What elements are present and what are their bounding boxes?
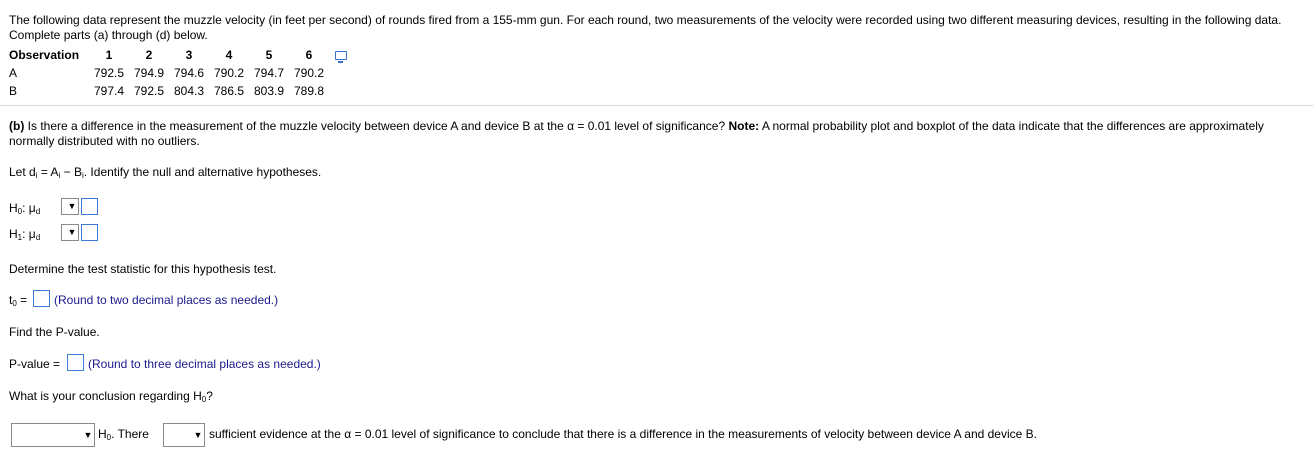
copy-data-icon[interactable]: [335, 51, 347, 60]
chevron-down-icon: ▼: [67, 201, 77, 211]
note-label: Note:: [728, 119, 760, 133]
column-header: 1: [105, 48, 113, 62]
t0-label: $t_0$ =: [9, 293, 28, 308]
table-row: [9, 82, 347, 100]
column-header: 6: [305, 48, 313, 62]
column-header: 5: [265, 48, 273, 62]
conclusion-h0: $H_0$. There: [98, 427, 149, 442]
copy-cell: [329, 46, 347, 64]
table-cell: 792.5: [133, 84, 165, 98]
conclusion-prompt: What is your conclusion regarding $H_0$?: [9, 389, 213, 404]
table-cell: 794.7: [253, 66, 285, 80]
pvalue-rounding-hint: (Round to three decimal places as needed.): [88, 357, 321, 371]
table-cell: 794.6: [173, 66, 205, 80]
table-cell: 794.9: [133, 66, 165, 80]
t0-input[interactable]: [33, 290, 50, 307]
table-cell: 789.8: [293, 84, 325, 98]
data-table: [9, 46, 347, 100]
header-label: Observation: [9, 48, 80, 62]
evidence-dropdown[interactable]: [163, 423, 205, 447]
pvalue-prompt: Find the P-value.: [9, 325, 100, 339]
test-stat-prompt: Determine the test statistic for this hypothesis test.: [9, 262, 277, 276]
pvalue-input[interactable]: [67, 354, 84, 371]
table-cell: 790.2: [213, 66, 245, 80]
row-label: A: [9, 66, 18, 80]
conclusion-text: sufficient evidence at the α = 0.01 level of significance to conclude that there is a difference in the measurements of velocity between device A and device B.: [209, 427, 1037, 441]
h0-label: $H_0$: $\mu_d$: [9, 201, 41, 216]
t0-rounding-hint: (Round to two decimal places as needed.): [54, 293, 279, 307]
table-row: [9, 64, 347, 82]
table-cell: 803.9: [253, 84, 285, 98]
column-header: 4: [225, 48, 233, 62]
problem-intro: The following data represent the muzzle velocity (in feet per second) of rounds fired from a 155-mm gun. For each round, two measurements of the velocity were recorded using two different measuring devices, resulting in the following data. Complete parts (a) through (d) below.: [9, 13, 1282, 42]
h0-operator-dropdown[interactable]: [61, 198, 79, 215]
part-label: (b): [9, 119, 25, 133]
part-b-question: [9, 119, 1304, 149]
h1-label: $H_1$: $\mu_d$: [9, 227, 41, 242]
chevron-down-icon: ▼: [193, 430, 203, 440]
row-label: B: [9, 84, 18, 98]
question-text: Is there a difference in the measurement of the muzzle velocity between device A and device B at the α = 0.01 level of significance?: [24, 119, 729, 133]
reject-decision-dropdown[interactable]: [11, 423, 95, 447]
column-header: 2: [145, 48, 153, 62]
table-cell: 804.3: [173, 84, 205, 98]
column-header: 3: [185, 48, 193, 62]
chevron-down-icon: ▼: [67, 227, 77, 237]
table-cell: 797.4: [93, 84, 125, 98]
table-header-row: [9, 46, 347, 64]
h1-value-input[interactable]: [81, 224, 98, 241]
section-divider: [0, 105, 1313, 106]
table-cell: 786.5: [213, 84, 245, 98]
let-definition: Let $d_i = A_i - B_i$. Identify the null and alternative hypotheses.: [9, 165, 322, 180]
table-cell: 792.5: [93, 66, 125, 80]
table-cell: 790.2: [293, 66, 325, 80]
chevron-down-icon: ▼: [83, 430, 93, 440]
note-text: A normal probability plot and boxplot of the data indicate that the differences are approximately normally distributed with no outliers.: [9, 119, 1264, 148]
pvalue-label: P-value =: [9, 357, 61, 371]
h1-operator-dropdown[interactable]: [61, 224, 79, 241]
h0-value-input[interactable]: [81, 198, 98, 215]
